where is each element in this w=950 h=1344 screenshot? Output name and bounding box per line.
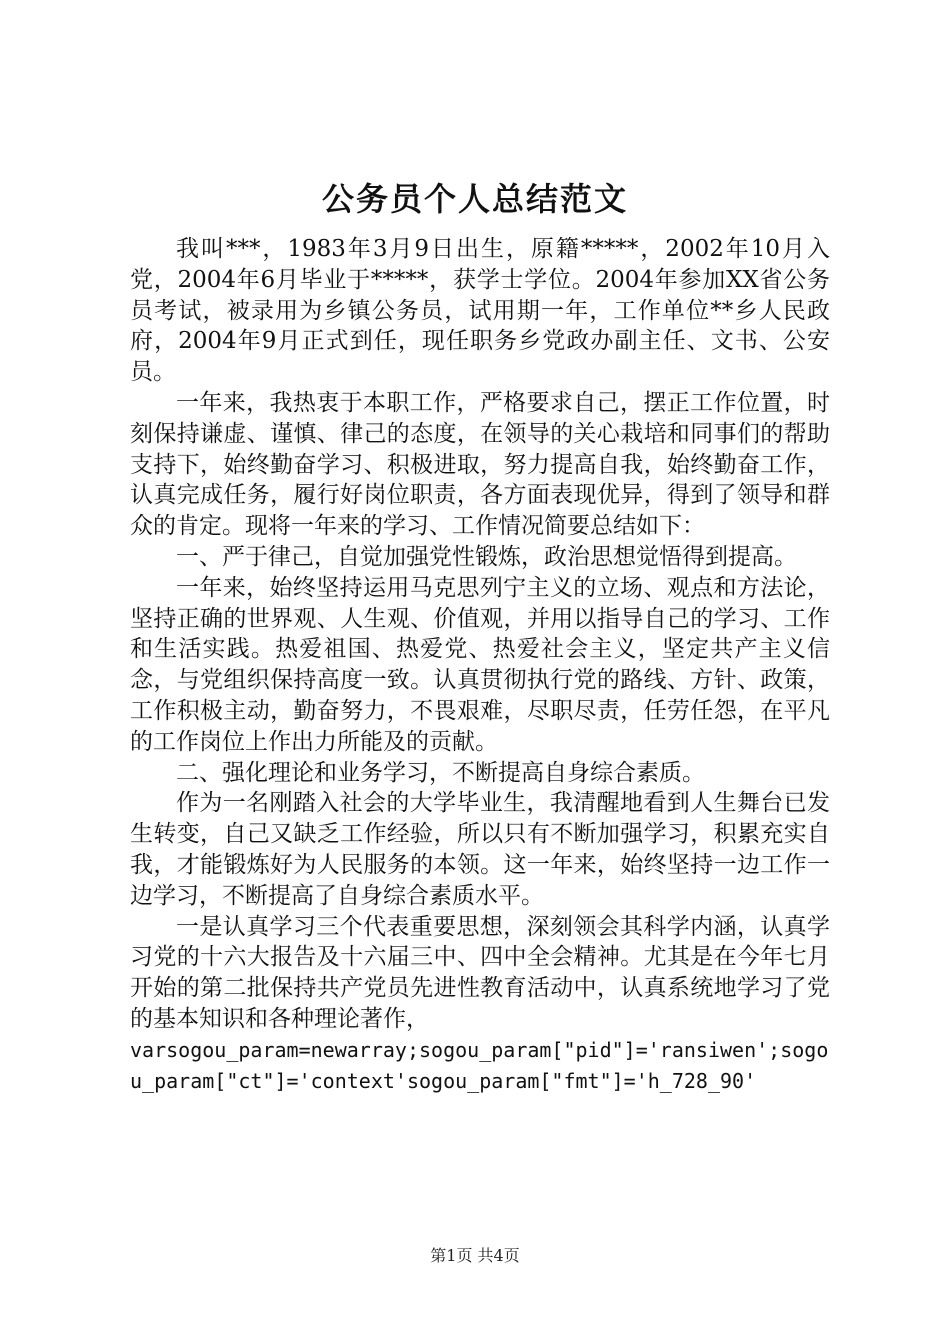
paragraph-political: 一年来，始终坚持运用马克思列宁主义的立场、观点和方法论，坚持正确的世界观、人生观、价值观，并用以指导自己的学习、工作和生活实践。热爱祖国、热爱党、热爱社会主义，坚定共产主义信念，与党组织保持高度一致。认真贯彻执行党的路线、方针、政策，工作积极主动，勤奋努力，不畏艰难，尽职尽责，任劳任怨，在平凡的工作岗位上作出力所能及的贡献。	[130, 574, 830, 755]
page-footer: 第1页 共4页	[430, 1246, 520, 1265]
code-snippet-line: varsogou_param=newarray;sogou_param["pid"]='ransiwen';sogou_param["ct"]='context'sogou_param["fmt"]='h_728_90'	[130, 1037, 829, 1093]
paragraph-learning: 作为一名刚踏入社会的大学毕业生，我清醒地看到人生舞台已发生转变，自己又缺乏工作经验，所以只有不断加强学习，积累充实自我，才能锻炼好为人民服务的本领。这一年来，始终坚持一边工作一边学习，不断提高了自身综合素质水平。	[130, 790, 830, 909]
section-heading-1: 一、严于律己，自觉加强党性锻炼，政治思想觉悟得到提高。	[176, 543, 797, 570]
document-title: 公务员个人总结范文	[321, 180, 628, 218]
section-heading-2: 二、强化理论和业务学习，不断提高自身综合素质。	[176, 759, 705, 786]
paragraph-point-one: 一是认真学习三个代表重要思想，深刻领会其科学内涵，认真学习党的十六大报告及十六届三中、四中全会精神。尤其是在今年七月开始的第二批保持共产党员先进性教育活动中，认真系统地学习了党的基本知识和各种理论著作，	[130, 913, 830, 1032]
paragraph-overview: 一年来，我热衷于本职工作，严格要求自己，摆正工作位置，时刻保持谦虚、谨慎、律己的态度，在领导的关心栽培和同事们的帮助支持下，始终勤奋学习、积极进取，努力提高自我，始终勤奋工作，认真完成任务，履行好岗位职责，各方面表现优异，得到了领导和群众的肯定。现将一年来的学习、工作情况简要总结如下：	[130, 389, 830, 540]
paragraph-intro: 我叫***，1983年3月9日出生，原籍*****，2002年10月入党，2004年6月毕业于*****，获学士学位。2004年参加XX省公务员考试，被录用为乡镇公务员，试用期一年，工作单位**乡人民政府，2004年9月正式到任，现任职务乡党政办副主任、文书、公安员。	[130, 236, 830, 386]
document-body	[130, 234, 830, 1096]
